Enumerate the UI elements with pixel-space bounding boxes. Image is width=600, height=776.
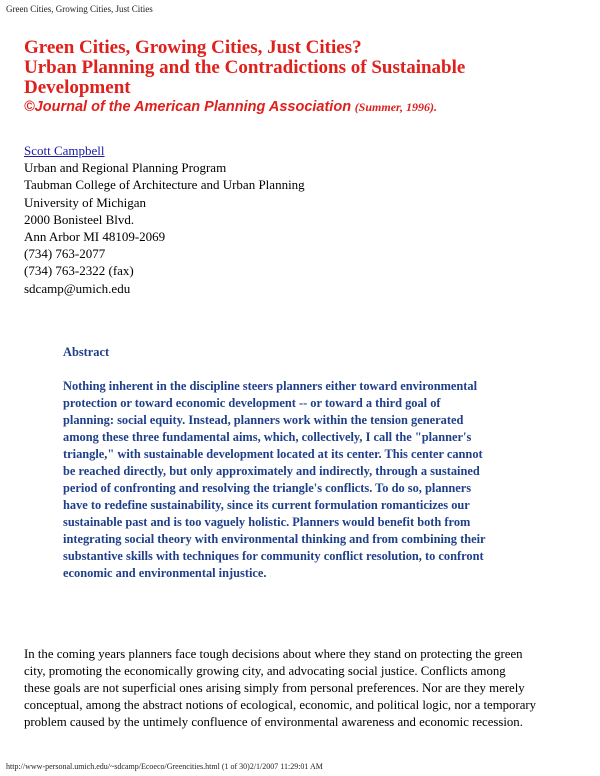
body-line: conceptual, among the abstract notions of ecological, economic, and political logic, nor a temporary: [24, 698, 537, 712]
abstract-line: integrating social theory with environmental thinking and from combining their: [63, 532, 486, 546]
abstract-text: [63, 378, 563, 582]
title-line: Urban Planning and the Contradictions of Sustainable: [24, 57, 466, 78]
abstract-line: have to redefine sustainability, since its current formulation romanticizes our: [63, 498, 470, 512]
body-paragraph: [24, 646, 590, 731]
abstract-line: substantive skills with techniques for community conflict resolution, to confront: [63, 549, 484, 563]
abstract-section: [63, 344, 563, 582]
author-email: sdcamp@umich.edu: [24, 280, 131, 296]
abstract-line: among these three fundamental aims, which, collectively, I call the "planner's: [63, 430, 472, 444]
journal-name: ©Journal of the American Planning Association: [24, 99, 352, 115]
abstract-line: period of confronting and resolving the triangle's conflicts. To do so, planners: [63, 481, 472, 495]
author-name-link[interactable]: Scott Campbell: [24, 143, 105, 158]
author-address-line: University of Michigan: [24, 194, 147, 210]
browser-page-footer: http://www-personal.umich.edu/~sdcamp/Ecoeco/Greencities.html (1 of 30)2/1/2007 11:29:01 AM: [6, 762, 323, 771]
body-line: city, promoting the economically growing city, and advocating social justice. Conflicts among: [24, 664, 506, 678]
author-address-line: Urban and Regional Planning Program: [24, 160, 227, 176]
author-address-line: 2000 Bonisteel Blvd.: [24, 211, 135, 227]
author-address-line: Taubman College of Architecture and Urban Planning: [24, 177, 305, 193]
journal-date: (Summer, 1996).: [354, 100, 438, 114]
body-line: In the coming years planners face tough decisions about where they stand on protecting the green: [24, 647, 523, 661]
body-line: problem caused by the untimely confluence of environmental awareness and economic recession.: [24, 715, 523, 729]
abstract-line: economic and environmental injustice.: [63, 566, 267, 580]
abstract-line: planning: social equity. Instead, planners work within the tension generated: [63, 413, 464, 427]
abstract-line: triangle," with sustainable development located at its center. This center cannot: [63, 447, 483, 461]
abstract-heading: Abstract: [63, 345, 110, 359]
body-line: these goals are not superficial ones arising simply from personal preferences. Nor are they merely: [24, 681, 525, 695]
author-fax: (734) 763-2322 (fax): [24, 263, 134, 279]
browser-page-title: Green Cities, Growing Cities, Just Cities: [6, 4, 153, 14]
author-info: [24, 142, 305, 297]
abstract-line: Nothing inherent in the discipline steers planners either toward environmental: [63, 379, 478, 393]
abstract-line: protection or toward economic development -- or toward a third goal of: [63, 396, 441, 410]
article-title: [24, 38, 584, 116]
abstract-line: be reached directly, but only approximately and indirectly, through a sustained: [63, 464, 480, 478]
abstract-line: sustainable past and is too vaguely holistic. Planners would benefit both from: [63, 515, 471, 529]
title-line: Green Cities, Growing Cities, Just Cities?: [24, 37, 362, 58]
author-phone: (734) 763-2077: [24, 246, 106, 262]
title-line: Development: [24, 77, 131, 98]
author-address-line: Ann Arbor MI 48109-2069: [24, 229, 166, 245]
journal-citation: [24, 99, 584, 116]
